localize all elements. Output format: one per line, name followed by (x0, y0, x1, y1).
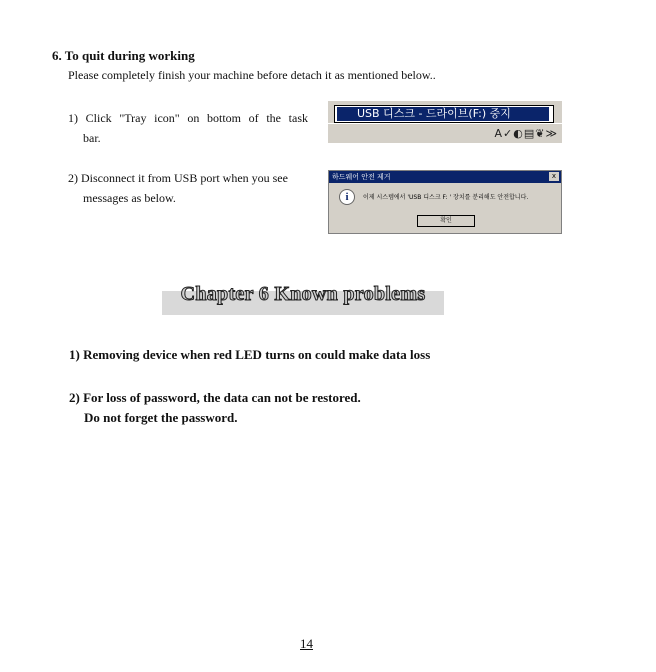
step-1 (68, 108, 308, 148)
tray-icons[interactable]: A✓◐▤❦≫ (494, 127, 558, 140)
tray-context-menu (334, 105, 554, 123)
ok-button[interactable]: 확인 (417, 215, 475, 227)
step-1-line-1: 1) Click "Tray icon" on bottom of the task (68, 111, 308, 125)
info-icon: i (339, 189, 355, 205)
dialog-titlebar (329, 171, 561, 183)
section-title: 6. To quit during working (52, 48, 195, 63)
tray-menu-item-stop-usb[interactable]: USB 디스크 - 드라이브(F:) 중지 (337, 107, 549, 121)
dialog-message: 이제 시스템에서 'USB 디스크 F: ' 장치를 분리해도 안전합니다. (363, 194, 529, 201)
safe-removal-dialog (328, 170, 562, 234)
page-number: 14 (300, 636, 313, 651)
problem-2-line-2: Do not forget the password. (84, 410, 238, 425)
chapter-title: Chapter 6 Known problems (180, 283, 426, 305)
section-intro: Please completely finish your machine before detach it as mentioned below.. (68, 68, 436, 82)
problem-2-line-1: 2) For loss of password, the data can not be restored. (69, 390, 361, 405)
close-icon[interactable]: x (549, 172, 559, 181)
tray-screenshot (328, 101, 562, 143)
problem-2 (69, 388, 361, 428)
step-2 (68, 168, 308, 208)
step-2-line-1: 2) Disconnect it from USB port when you see (68, 171, 288, 185)
taskbar-tray (328, 123, 562, 144)
step-1-line-2: bar. (83, 131, 101, 145)
dialog-title: 하드웨어 안전 제거 (332, 173, 391, 181)
problem-1: 1) Removing device when red LED turns on could make data loss (69, 347, 431, 362)
step-2-line-2: messages as below. (83, 191, 176, 205)
